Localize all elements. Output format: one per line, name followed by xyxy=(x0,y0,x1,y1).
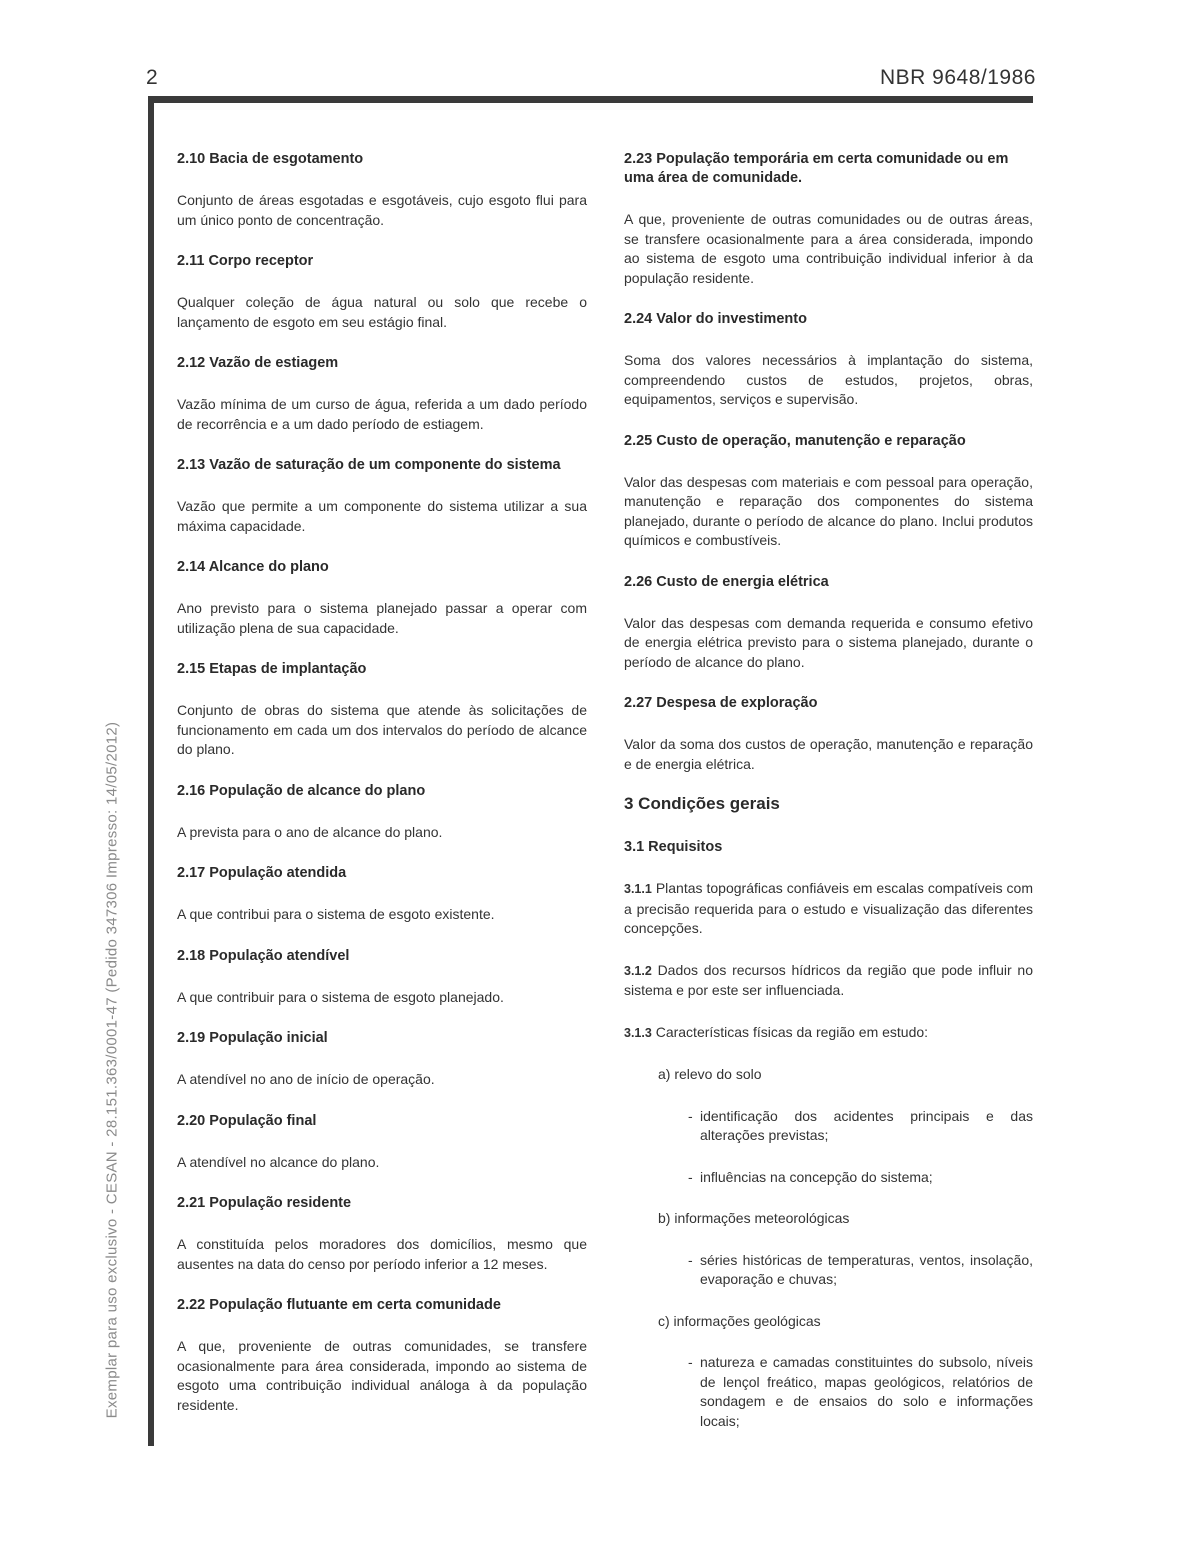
definition-title: 2.15 Etapas de implantação xyxy=(177,661,367,677)
definition-title: 2.24 Valor do investimento xyxy=(624,311,807,327)
definition-2-12 xyxy=(177,354,587,434)
dash-marker: - xyxy=(688,1107,693,1124)
bullet-item xyxy=(688,1353,1033,1431)
definition-2-16 xyxy=(177,782,587,843)
definition-title: 2.16 População de alcance do plano xyxy=(177,782,426,799)
definition-2-21 xyxy=(177,1194,587,1274)
definition-title: 2.22 População flutuante em certa comunidade xyxy=(177,1297,501,1313)
definition-2-18 xyxy=(177,947,587,1008)
definition-text: A atendível no ano de início de operação. xyxy=(177,1071,435,1087)
definition-title: 2.11 Corpo receptor xyxy=(177,253,314,269)
definition-2-15 xyxy=(177,660,587,760)
item-text: Características físicas da região em estudo: xyxy=(655,1023,929,1040)
definition-title: 2.19 População inicial xyxy=(177,1030,328,1046)
chapter-title: 3 Condições gerais xyxy=(624,794,780,813)
definition-text: A atendível no alcance do plano. xyxy=(177,1153,380,1170)
definition-text: A que, proveniente de outras comunidades, se transfere ocasionalmente para área considerada, impondo ao sistema de esgoto uma contribuição individual análoga à da população residente. xyxy=(177,1338,587,1413)
definition-2-11 xyxy=(177,252,587,332)
standard-code: NBR 9648/1986 xyxy=(880,66,1036,89)
definition-title: 2.14 Alcance do plano xyxy=(177,559,329,575)
definition-2-14 xyxy=(177,558,587,638)
definition-2-13 xyxy=(177,456,587,536)
definition-text: Valor da soma dos custos de operação, manutenção e reparação e de energia elétrica. xyxy=(624,736,1033,772)
bullet-text: séries históricas de temperaturas, ventos, insolação, evaporação e chuvas; xyxy=(700,1251,1033,1287)
definition-title: 2.10 Bacia de esgotamento xyxy=(177,151,364,167)
requirement-item xyxy=(624,879,1033,939)
bullet-text: identificação dos acidentes principais e das alterações previstas; xyxy=(700,1107,1033,1143)
right-column xyxy=(624,150,1033,1431)
item-text: Plantas topográficas confiáveis em escalas compatíveis com a precisão requerida para o estudo e visualização das diferentes concepções. xyxy=(624,880,1034,936)
definition-2-27 xyxy=(624,694,1033,774)
definition-2-20 xyxy=(177,1112,587,1173)
bullet-text: influências na concepção do sistema; xyxy=(700,1168,933,1185)
definition-2-25 xyxy=(624,432,1033,551)
item-text: Dados dos recursos hídricos da região que pode influir no sistema e por este ser influenciada. xyxy=(624,961,1033,998)
dash-marker: - xyxy=(688,1168,693,1185)
definition-2-10 xyxy=(177,150,587,230)
definition-text: A que contribuir para o sistema de esgoto planejado. xyxy=(177,988,504,1005)
left-column xyxy=(177,150,587,1415)
definition-text: A constituída pelos moradores dos domicílios, mesmo que ausentes na data do censo por período inferior a 12 meses. xyxy=(177,1236,587,1272)
subitem-label: b) informações meteorológicas xyxy=(658,1210,850,1226)
requirement-item xyxy=(624,1023,1033,1044)
definition-text: A prevista para o ano de alcance do plano. xyxy=(177,823,443,840)
definition-2-22 xyxy=(177,1296,587,1415)
definition-text: Valor das despesas com demanda requerida e consumo efetivo de energia elétrica previsto para o sistema planejado, durante o período de alcance do plano. xyxy=(624,614,1033,670)
subitem-label: a) relevo do solo xyxy=(658,1066,762,1082)
definition-text: A que, proveniente de outras comunidades ou de outras áreas, se transfere ocasionalmente para a área considerada, impondo ao sistema de esgoto uma contribuição individual inferior à da população residente. xyxy=(624,211,1033,286)
definition-2-23 xyxy=(624,150,1033,288)
definition-text: A que contribui para o sistema de esgoto existente. xyxy=(177,906,495,922)
definition-title: 2.25 Custo de operação, manutenção e reparação xyxy=(624,432,966,449)
definition-text: Soma dos valores necessários à implantação do sistema, compreendendo custos de estudos, projetos, obras, equipamentos, serviços e supervisão. xyxy=(624,352,1033,407)
definition-title: 2.26 Custo de energia elétrica xyxy=(624,573,829,590)
subsection-title: 3.1 Requisitos xyxy=(624,839,723,855)
definition-title: 2.20 População final xyxy=(177,1112,317,1129)
bullet-item xyxy=(688,1251,1033,1290)
header-rule xyxy=(148,96,1033,103)
definition-title: 2.18 População atendível xyxy=(177,947,350,964)
definition-text: Vazão mínima de um curso de água, referida a um dado período de recorrência e a um dado período de estiagem. xyxy=(177,396,587,432)
definition-2-24 xyxy=(624,310,1033,410)
definition-2-26 xyxy=(624,573,1033,673)
definition-title: 2.27 Despesa de exploração xyxy=(624,695,818,711)
item-number: 3.1.2 xyxy=(624,963,652,978)
definition-title: 2.12 Vazão de estiagem xyxy=(177,355,339,371)
definition-text: Conjunto de áreas esgotadas e esgotáveis, cujo esgoto flui para um único ponto de concentração. xyxy=(177,192,587,228)
definition-text: Ano previsto para o sistema planejado passar a operar com utilização plena de sua capacidade. xyxy=(177,600,587,636)
bullet-item xyxy=(688,1168,1033,1188)
margin-rule xyxy=(148,96,154,1446)
page-number: 2 xyxy=(146,66,158,89)
definition-2-19 xyxy=(177,1029,587,1090)
dash-marker: - xyxy=(688,1354,693,1370)
watermark: Exemplar para uso exclusivo - CESAN - 28.151.363/0001-47 (Pedido 347306 Impresso: 14/05/2012) xyxy=(103,721,121,1419)
item-number: 3.1.1 xyxy=(624,882,652,896)
definition-text: Conjunto de obras do sistema que atende às solicitações de funcionamento em cada um dos intervalos do período de alcance do plano. xyxy=(177,702,587,757)
item-number: 3.1.3 xyxy=(624,1025,652,1040)
definition-text: Qualquer coleção de água natural ou solo que recebe o lançamento de esgoto em seu estágio final. xyxy=(177,294,587,330)
definition-text: Valor das despesas com materiais e com pessoal para operação, manutenção e reparação dos componentes do sistema planejado, durante o período de alcance do plano. Inclui produtos químicos e combustíveis. xyxy=(624,473,1033,548)
bullet-text: natureza e camadas constituintes do subsolo, níveis de lençol freático, mapas geológicos, relatórios de sondagem e de ensaios do solo e informações locais; xyxy=(700,1354,1033,1429)
definition-title: 2.13 Vazão de saturação de um componente do sistema xyxy=(177,457,561,473)
definition-title: 2.23 População temporária em certa comunidade ou em uma área de comunidade. xyxy=(624,151,1009,186)
definition-title: 2.21 População residente xyxy=(177,1195,352,1211)
definition-2-17 xyxy=(177,864,587,925)
dash-marker: - xyxy=(688,1251,693,1268)
definition-text: Vazão que permite a um componente do sistema utilizar a sua máxima capacidade. xyxy=(177,498,587,534)
definition-title: 2.17 População atendida xyxy=(177,865,347,881)
requirement-item xyxy=(624,961,1033,1001)
subitem-label: c) informações geológicas xyxy=(658,1312,821,1329)
bullet-item xyxy=(688,1107,1033,1146)
